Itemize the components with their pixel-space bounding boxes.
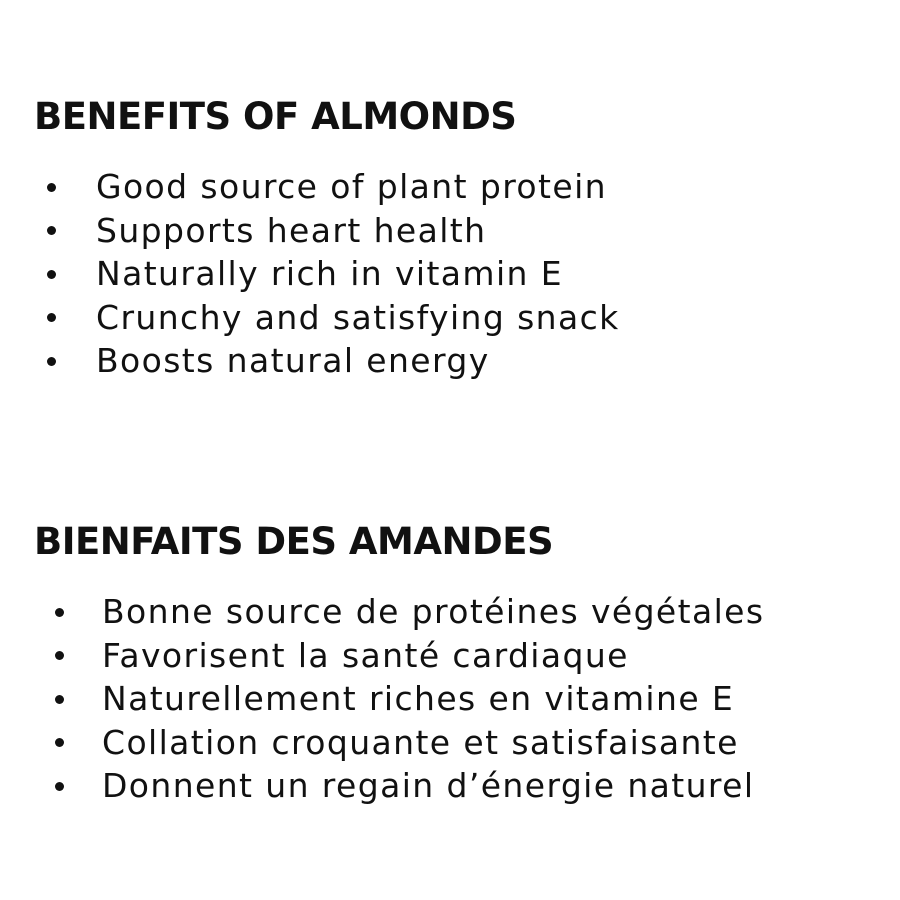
english-benefit-item (34, 252, 620, 296)
french-benefit-text: Favorisent la santé cardiaque (102, 635, 629, 675)
french-benefit-text: Bonne source de protéines végétales (102, 592, 765, 631)
english-benefit-text: Supports heart health (96, 210, 487, 250)
english-benefit-item (34, 209, 620, 253)
french-benefit-item (34, 764, 764, 808)
bullet-icon (47, 270, 56, 279)
english-benefit-item (34, 339, 620, 383)
english-heading: BENEFITS OF ALMONDS (34, 95, 517, 138)
english-benefits-section (34, 95, 620, 383)
bullet-icon (55, 651, 64, 660)
english-benefit-text: Crunchy and satisfying snack (96, 297, 620, 337)
french-benefit-item (34, 721, 764, 765)
french-benefit-text: Donnent un regain d’énergie naturel (102, 766, 755, 805)
bullet-icon (47, 313, 56, 322)
english-benefits-list (34, 165, 620, 383)
english-benefit-item (34, 296, 620, 340)
bullet-icon (47, 183, 56, 192)
french-benefits-section (34, 520, 764, 808)
english-benefit-text: Boosts natural energy (96, 341, 490, 380)
french-benefit-item (34, 590, 764, 634)
bullet-icon (55, 695, 64, 704)
french-benefit-text: Naturellement riches en vitamine E (102, 679, 735, 718)
bullet-icon (47, 226, 56, 235)
english-benefit-text: Good source of plant protein (96, 167, 607, 206)
french-benefit-text: Collation croquante et satisfaisante (102, 722, 739, 762)
english-benefit-item (34, 165, 620, 209)
french-heading: BIENFAITS DES AMANDES (34, 520, 554, 563)
bullet-icon (55, 782, 64, 791)
bullet-icon (47, 357, 56, 366)
french-benefit-item (34, 634, 764, 678)
french-benefits-list (34, 590, 764, 808)
english-benefit-text: Naturally rich in vitamin E (96, 254, 563, 293)
bullet-icon (55, 608, 64, 617)
bullet-icon (55, 738, 64, 747)
french-benefit-item (34, 677, 764, 721)
